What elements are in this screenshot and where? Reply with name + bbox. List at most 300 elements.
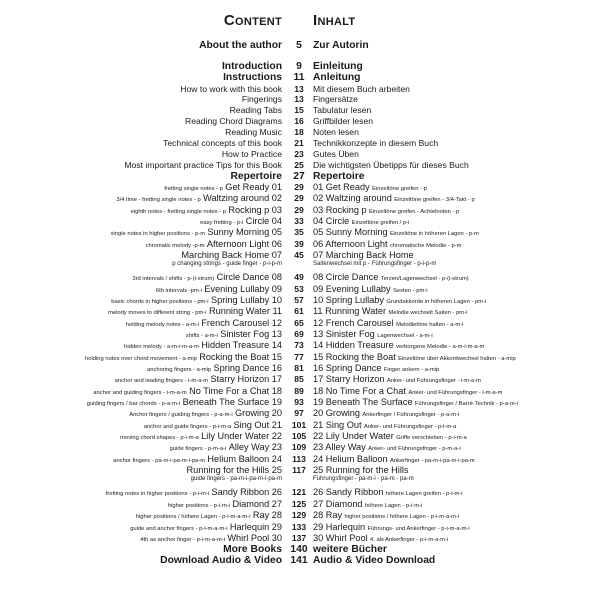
toc-entry-german	[313, 116, 373, 126]
german-technique-note: Einzeltöne greifen - Achtelnoten - p	[369, 208, 460, 215]
toc-entry-english	[222, 61, 282, 72]
page-number: 39	[294, 238, 304, 249]
page-number: 29	[294, 193, 304, 204]
toc-entry-english	[111, 227, 282, 237]
english-piece-title: Sinister Fog 13	[220, 329, 282, 339]
german-technique-note: Saitenwechsel mit p - Führungsfinger - p-i-p-m	[313, 261, 437, 268]
german-piece-title: 20 Growing	[313, 408, 360, 419]
german-title: Audio & Video Download	[313, 555, 436, 567]
page-number: 93	[294, 397, 304, 408]
page-number: 101	[291, 419, 307, 430]
german-piece-title: 29 Harlequin	[313, 521, 366, 532]
english-technique-note: melody moves to different string - pm-i	[108, 310, 207, 317]
page-number: 65	[294, 317, 304, 328]
toc-entry-english	[200, 216, 282, 226]
toc-entry[interactable]	[0, 40, 600, 51]
english-piece-title: Diamond 27	[232, 498, 282, 509]
toc-entry-german	[313, 499, 422, 509]
toc-entry-german	[313, 94, 358, 104]
page-number: 137	[291, 532, 307, 543]
toc-entry-german	[313, 127, 359, 137]
german-technique-note: Ankerfinger / Führungsfinger - p-a-m-i	[362, 412, 460, 419]
english-piece-title: Alley Way 23	[228, 442, 282, 453]
toc-entry-german	[313, 284, 428, 294]
toc-entry-english	[126, 318, 282, 328]
page-number: 13	[294, 83, 304, 94]
page-number: 16	[294, 116, 304, 127]
page-number: 21	[294, 138, 304, 149]
english-piece-title: Ray 28	[252, 510, 282, 521]
page-number: 61	[294, 306, 304, 317]
toc-entry[interactable]	[0, 295, 600, 306]
german-technique-note: higher positions / höhere Lagen - p-i-m-a-m-i	[344, 514, 460, 521]
english-technique-note: higher positions - p-i-m-i	[167, 502, 231, 509]
english-title: About the author	[199, 40, 282, 51]
toc-entry[interactable]	[0, 510, 600, 521]
english-technique-note: fretting notes in higher positions - p-i-m-i	[105, 491, 210, 498]
english-technique-note: holding melody notes - a-m-i	[125, 321, 199, 328]
toc-entry[interactable]	[0, 442, 600, 453]
toc-entry-english	[231, 171, 283, 182]
toc-entry-german	[313, 420, 456, 430]
german-piece-title: 22 Lily Under Water	[313, 431, 394, 442]
english-technique-note: guide fingers - pa-m-i-pa-m-i-pa-m	[190, 476, 282, 483]
page-number: 140	[290, 544, 308, 556]
page-number: 13	[294, 94, 304, 105]
toc-entry[interactable]	[0, 84, 600, 95]
toc-entry[interactable]	[0, 363, 600, 374]
toc-entry-german	[313, 272, 469, 282]
english-piece-title: Harlequin 29	[229, 521, 282, 532]
toc-entry-english	[147, 363, 282, 373]
german-technique-note: höhere Lagen - p-i-m-i	[364, 502, 423, 509]
german-technique-note: Griffe verschieben - p-i-m-a	[396, 435, 467, 442]
page-number: 29	[294, 181, 304, 192]
german-title: Fingersätze	[313, 94, 358, 105]
page-number: 81	[294, 363, 304, 374]
toc-entry[interactable]	[0, 284, 600, 295]
toc-entry-german	[313, 138, 438, 148]
english-title: How to Practice	[221, 148, 282, 159]
toc-entry-english	[120, 431, 282, 441]
german-technique-note: Anker- und Führungsfinger - p-i-m-a	[363, 423, 457, 430]
english-piece-title: Hidden Treasure 14	[201, 340, 282, 351]
page-number: 45	[294, 249, 304, 260]
page-number: 85	[294, 374, 304, 385]
german-piece-title: 01 Get Ready	[313, 181, 370, 192]
toc-entry-german	[313, 431, 467, 441]
german-piece-title: 13 Sinister Fog	[313, 329, 375, 339]
english-title: Fingerings	[241, 94, 282, 105]
toc-entry[interactable]	[0, 227, 600, 238]
toc-entry[interactable]	[0, 149, 600, 160]
toc-entry[interactable]	[0, 408, 600, 419]
german-piece-title: 12 French Carousel	[313, 317, 394, 328]
english-piece-title: Running Water 11	[208, 306, 282, 317]
german-piece-title: 26 Sandy Ribbon	[313, 487, 384, 498]
english-title: Repertoire	[230, 170, 282, 182]
toc-entry-german	[313, 61, 363, 72]
toc-entry[interactable]	[0, 431, 600, 442]
toc-entry[interactable]	[0, 61, 600, 72]
toc-entry-english	[144, 420, 282, 430]
toc-entry-english	[163, 138, 282, 148]
german-technique-note: Einzeltöne greifen - p	[372, 185, 427, 192]
page-number: 105	[291, 431, 307, 442]
page-number: 97	[294, 408, 304, 419]
german-piece-title: 19 Beneath The Surface	[313, 397, 413, 408]
english-technique-note: anchor fingers - pa-m-i-pa-m-i-pa-m	[113, 457, 206, 464]
page-number: 89	[294, 385, 304, 396]
toc-entry[interactable]	[0, 182, 600, 193]
page-number: 77	[294, 351, 304, 362]
english-title: More Books	[223, 544, 282, 556]
toc-entry[interactable]	[0, 72, 600, 83]
toc-entry-english	[242, 94, 282, 104]
toc-entry[interactable]	[0, 239, 600, 250]
german-technique-note: Ankerfinger - pa-m-i-pa-m-i-pa-m	[389, 457, 475, 464]
german-piece-title: 14 Hidden Treasure	[313, 340, 394, 351]
toc-entry-german	[313, 454, 475, 464]
toc-entry-german	[313, 510, 459, 520]
german-technique-note: Lagenwechsel - a-m-i	[377, 333, 433, 339]
toc-entry-german	[313, 261, 436, 267]
toc-entry-german	[313, 250, 414, 260]
german-technique-note: Führungsfinger - pa-m-i - pa-m - pa-m	[313, 476, 414, 483]
german-technique-note: Führungs- und Ankerfinger - p-i-m-a-m-i	[367, 525, 470, 532]
toc-entry-english	[140, 533, 282, 543]
toc-entry[interactable]	[0, 105, 600, 116]
english-title: Reading Music	[225, 127, 282, 138]
toc-entry[interactable]	[0, 94, 600, 105]
toc-entry[interactable]	[0, 329, 600, 340]
page-number: 141	[290, 555, 308, 567]
german-piece-title: 30 Whirl Pool	[313, 532, 368, 543]
toc-entry-english	[230, 105, 282, 115]
toc-entry[interactable]	[0, 386, 600, 397]
toc-entry[interactable]	[0, 138, 600, 149]
german-technique-note: chromatische Melodie - p-m	[389, 242, 462, 249]
page-number: 129	[291, 510, 307, 521]
german-technique-note: höhere Lagen greifen - p-i-m-i	[385, 491, 463, 498]
toc-entry[interactable]	[0, 420, 600, 431]
english-title: Technical concepts of this book	[163, 138, 282, 149]
english-piece-title: Spring Lullaby 10	[211, 294, 282, 305]
page-number: 57	[294, 294, 304, 305]
toc-entry-german	[313, 533, 448, 543]
english-piece-title: Sunny Morning 05	[207, 227, 282, 238]
english-technique-note: guiding fingers / bar chords - p-a-m-i	[86, 401, 181, 408]
toc-entry[interactable]	[0, 116, 600, 127]
page-number: 11	[293, 72, 305, 84]
german-technique-note: Anker- und Führungsfinger - p-m-a-i	[368, 446, 461, 453]
german-technique-note: verborgene Melodie - a-m-i-m-a-m	[396, 344, 485, 351]
english-technique-note: higher positions / höhere Lagen - p-i-m-a-m-i	[135, 514, 251, 521]
english-title: Download Audio & Video	[160, 555, 282, 567]
toc-entry-english	[168, 499, 282, 509]
german-technique-note: Melodietöne halten - a-m-i	[396, 321, 464, 328]
toc-entry[interactable]	[0, 127, 600, 138]
german-technique-note: Anker- und Führungsfinger - i-m-a-m	[408, 389, 503, 396]
german-title: Einleitung	[313, 61, 363, 73]
german-piece-title: 07 Marching Back Home	[313, 249, 414, 260]
english-technique-note: Anchor fingers / guiding fingers - p-a-m-i	[129, 412, 233, 419]
english-piece-title: Sing Out 21	[233, 419, 282, 430]
toc-entry[interactable]	[0, 318, 600, 329]
toc-entry-english	[130, 522, 282, 532]
german-title: Technikkonzepte in diesem Buch	[313, 138, 439, 149]
german-title: Griffbilder lesen	[313, 116, 374, 127]
toc-entry-english	[93, 386, 282, 396]
page-number: 125	[291, 498, 307, 509]
toc-entry[interactable]	[0, 476, 600, 487]
toc-entry-english	[113, 454, 282, 464]
toc-entry-german	[313, 171, 365, 182]
german-technique-note: Führungsfinger / Barré-Technik - p-a-m-i	[414, 401, 518, 408]
toc-entry-english	[124, 340, 282, 350]
page-number: 23	[294, 148, 304, 159]
toc-entry-german	[313, 408, 459, 418]
toc-entry-english	[124, 160, 282, 170]
page-number: 35	[294, 227, 304, 238]
german-piece-title: 04 Circle	[313, 215, 350, 226]
toc-entry-german	[313, 352, 516, 362]
page-number: 49	[294, 272, 304, 283]
content-heading: Content	[223, 12, 282, 29]
toc-entry[interactable]	[0, 555, 600, 566]
english-piece-title: French Carousel 12	[201, 317, 282, 328]
toc-entry-german	[313, 295, 486, 305]
page-number: 15	[294, 105, 304, 116]
toc-entry-english	[186, 329, 282, 339]
toc-entry-english	[164, 182, 282, 192]
german-technique-note: Anker- und Führungsfinger - i-m-a-m	[386, 378, 481, 385]
toc-entry-german	[313, 476, 414, 482]
page-number: 73	[294, 340, 304, 351]
toc-entry-german	[313, 465, 409, 475]
page-number: 18	[294, 127, 304, 138]
english-technique-note: 4th as anchor finger - p-i-m-a-m-i	[140, 536, 225, 543]
english-piece-title: Sandy Ribbon 26	[211, 487, 282, 498]
toc-entry-english	[131, 205, 282, 215]
german-piece-title: 25 Running for the Hills	[313, 465, 409, 476]
toc-entry[interactable]	[0, 193, 600, 204]
toc-entry[interactable]	[0, 352, 600, 363]
toc-entry-german	[313, 182, 427, 192]
german-title: Tabulatur lesen	[313, 105, 372, 116]
german-piece-title: 02 Waltzing around	[313, 193, 392, 204]
german-technique-note: Einzeltöne über Akkordwechsel halten - a-mip	[398, 355, 516, 362]
english-technique-note: basic chords in higher positions - pm-i	[111, 298, 209, 305]
german-title: Mit diesem Buch arbeiten	[313, 83, 410, 94]
page-number: 27	[293, 170, 305, 182]
toc-entry[interactable]	[0, 261, 600, 272]
english-technique-note: holding notes over chord movement - a-mip	[85, 355, 197, 362]
toc-entry-english	[108, 306, 282, 316]
english-technique-note: hidden melody - a-m-i-m-a-m	[124, 344, 199, 351]
toc-entry-english	[132, 272, 282, 282]
german-technique-note: Einzeltöne greifen / p-i	[351, 219, 410, 226]
toc-entry-english	[191, 476, 282, 482]
german-piece-title: 18 No Time For a Chat	[313, 385, 406, 396]
toc-entry[interactable]	[0, 465, 600, 476]
toc-entry[interactable]	[0, 216, 600, 227]
german-piece-title: 05 Sunny Morning	[313, 227, 388, 238]
german-piece-title: 15 Rocking the Boat	[313, 351, 396, 362]
toc-entry-german	[313, 306, 467, 316]
toc-entry-german	[313, 216, 409, 226]
toc-entry[interactable]	[0, 487, 600, 498]
german-technique-note: Grundakkorde in höheren Lagen - pm-i	[386, 298, 487, 305]
german-title: Zur Autorin	[313, 40, 369, 51]
english-title: Introduction	[221, 61, 282, 73]
english-piece-title: Get Ready 01	[225, 181, 282, 192]
toc-entry-english	[146, 239, 282, 249]
page-number: 5	[296, 40, 302, 51]
english-technique-note: 3/4 time - fretting single notes - p	[116, 197, 201, 204]
toc-entry-german	[313, 397, 518, 407]
german-piece-title: 23 Alley Way	[313, 442, 366, 453]
page-number: 29	[294, 204, 304, 215]
german-technique-note: Melodie wechselt Saiten - pm-i	[388, 310, 468, 317]
german-title: Die wichtigsten Übetipps für dieses Buch	[313, 159, 469, 170]
toc-entry[interactable]	[0, 499, 600, 510]
toc-entry-english	[170, 442, 282, 452]
german-piece-title: 17 Starry Horizon	[313, 374, 385, 385]
toc-entry-german	[313, 205, 459, 215]
toc-entry[interactable]	[0, 306, 600, 317]
english-piece-title: Starry Horizon 17	[210, 374, 282, 385]
toc-entry-english	[156, 284, 282, 294]
page-number: 25	[294, 159, 304, 170]
english-title: Instructions	[223, 72, 282, 84]
english-technique-note: easy fretting - p-i	[200, 219, 244, 226]
english-piece-title: Circle 04	[245, 215, 282, 226]
german-piece-title: 08 Circle Dance	[313, 272, 379, 283]
toc-entry[interactable]	[0, 160, 600, 171]
page-number: 133	[291, 521, 307, 532]
german-title: Repertoire	[313, 170, 365, 182]
table-of-contents	[0, 40, 600, 567]
german-technique-note: Terzen/Lagenwechsel - p-(i-strum)	[380, 276, 469, 283]
toc-entry[interactable]	[0, 397, 600, 408]
toc-entry-english	[85, 352, 282, 362]
english-technique-note: guide fingers - p-m-a-i	[169, 446, 227, 453]
toc-entry-german	[313, 40, 369, 51]
english-title: Most important practice Tips for this Book	[124, 159, 282, 170]
toc-entry-german	[313, 149, 359, 159]
toc-entry-german	[313, 72, 360, 83]
english-piece-title: Evening Lullaby 09	[204, 283, 282, 294]
english-technique-note: 3rd intervals / shifts - p-(i-strum)	[132, 276, 215, 283]
toc-entry[interactable]	[0, 250, 600, 261]
german-technique-note: 4. als Ankerfinger - p-i-m-a-m-i	[370, 536, 449, 543]
page-number: 53	[294, 283, 304, 294]
toc-entry-english	[185, 116, 282, 126]
english-technique-note: anchoring fingers - a-mip	[147, 367, 212, 374]
german-piece-title: 06 Afternoon Light	[313, 238, 388, 249]
english-title: How to work with this book	[180, 83, 282, 94]
toc-entry-english	[116, 193, 282, 203]
toc-entry-german	[313, 340, 484, 350]
toc-entry[interactable]	[0, 544, 600, 555]
page-number: 117	[292, 465, 306, 476]
german-piece-title: 27 Diamond	[313, 498, 363, 509]
english-piece-title: Afternoon Light 06	[206, 238, 282, 249]
toc-entry[interactable]	[0, 272, 600, 283]
toc-entry[interactable]	[0, 454, 600, 465]
toc-entry-english	[223, 544, 282, 555]
toc-entry-german	[313, 522, 470, 532]
toc-entry-english	[111, 295, 282, 305]
toc-entry-english	[180, 84, 282, 94]
english-piece-title: Spring Dance 16	[213, 363, 282, 374]
german-piece-title: 03 Rocking p	[313, 204, 367, 215]
toc-entry-english	[187, 465, 283, 475]
english-piece-title: Circle Dance 08	[216, 272, 282, 283]
english-piece-title: Waltzing around 02	[203, 193, 282, 204]
english-technique-note: anchor and leading fingers - i-m-a-m	[114, 378, 209, 385]
english-technique-note: chromatic melody -p-m	[145, 242, 205, 249]
german-piece-title: 11 Running Water	[313, 306, 387, 317]
toc-entry-german	[313, 329, 433, 339]
english-piece-title: Lily Under Water 22	[201, 431, 282, 442]
german-piece-title: 09 Evening Lullaby	[313, 283, 391, 294]
german-title: Anleitung	[313, 72, 361, 84]
page-number: 69	[294, 329, 304, 339]
toc-entry-german	[313, 386, 502, 396]
german-title: Gutes Üben	[313, 148, 359, 159]
english-title: Reading Chord Diagrams	[185, 116, 282, 127]
toc-entry-german	[313, 555, 435, 566]
english-technique-note: p changing strings - guide finger - p-i-p-m	[172, 261, 282, 268]
toc-entry-german	[313, 160, 469, 170]
english-piece-title: Marching Back Home 07	[181, 249, 282, 260]
toc-entry-english	[223, 72, 282, 83]
english-piece-title: Helium Balloon 24	[207, 453, 282, 464]
english-technique-note: eighth notes - fretting single notes - p	[130, 208, 226, 215]
toc-entry-english	[172, 261, 282, 267]
toc-entry-german	[313, 84, 410, 94]
english-piece-title: No Time For a Chat 18	[189, 385, 282, 396]
page-number: 33	[294, 215, 304, 226]
english-technique-note: anchor and guide fingers - p-i-m-a	[143, 423, 232, 430]
toc-entry[interactable]	[0, 205, 600, 216]
german-piece-title: 16 Spring Dance	[313, 363, 382, 374]
english-technique-note: moving chord shapes - p-i-m-a	[120, 435, 199, 442]
toc-entry[interactable]	[0, 533, 600, 544]
toc-entry[interactable]	[0, 171, 600, 182]
german-title: Noten lesen	[313, 127, 359, 138]
english-piece-title: Running for the Hills 25	[186, 465, 282, 476]
english-technique-note: fretting single notes - p	[164, 185, 223, 192]
toc-entry-german	[313, 227, 479, 237]
german-piece-title: 28 Ray	[313, 510, 343, 521]
english-technique-note: shifts - a-m-i	[185, 333, 218, 339]
toc-entry[interactable]	[0, 340, 600, 351]
german-technique-note: Finger ankern - a-mip	[383, 367, 440, 374]
english-piece-title: Rocking the Boat 15	[199, 351, 282, 362]
toc-entry-german	[313, 544, 387, 555]
page-number: 109	[291, 442, 307, 453]
toc-entry-english	[106, 487, 282, 497]
toc-entry[interactable]	[0, 522, 600, 533]
toc-entry-english	[160, 555, 282, 566]
toc-entry[interactable]	[0, 374, 600, 385]
english-technique-note: anchor and guiding fingers - i-m-a-m	[93, 389, 187, 396]
english-technique-note: guide and anchor fingers - p-i-m-a-m-i	[130, 525, 228, 532]
page-number: 121	[291, 487, 307, 498]
